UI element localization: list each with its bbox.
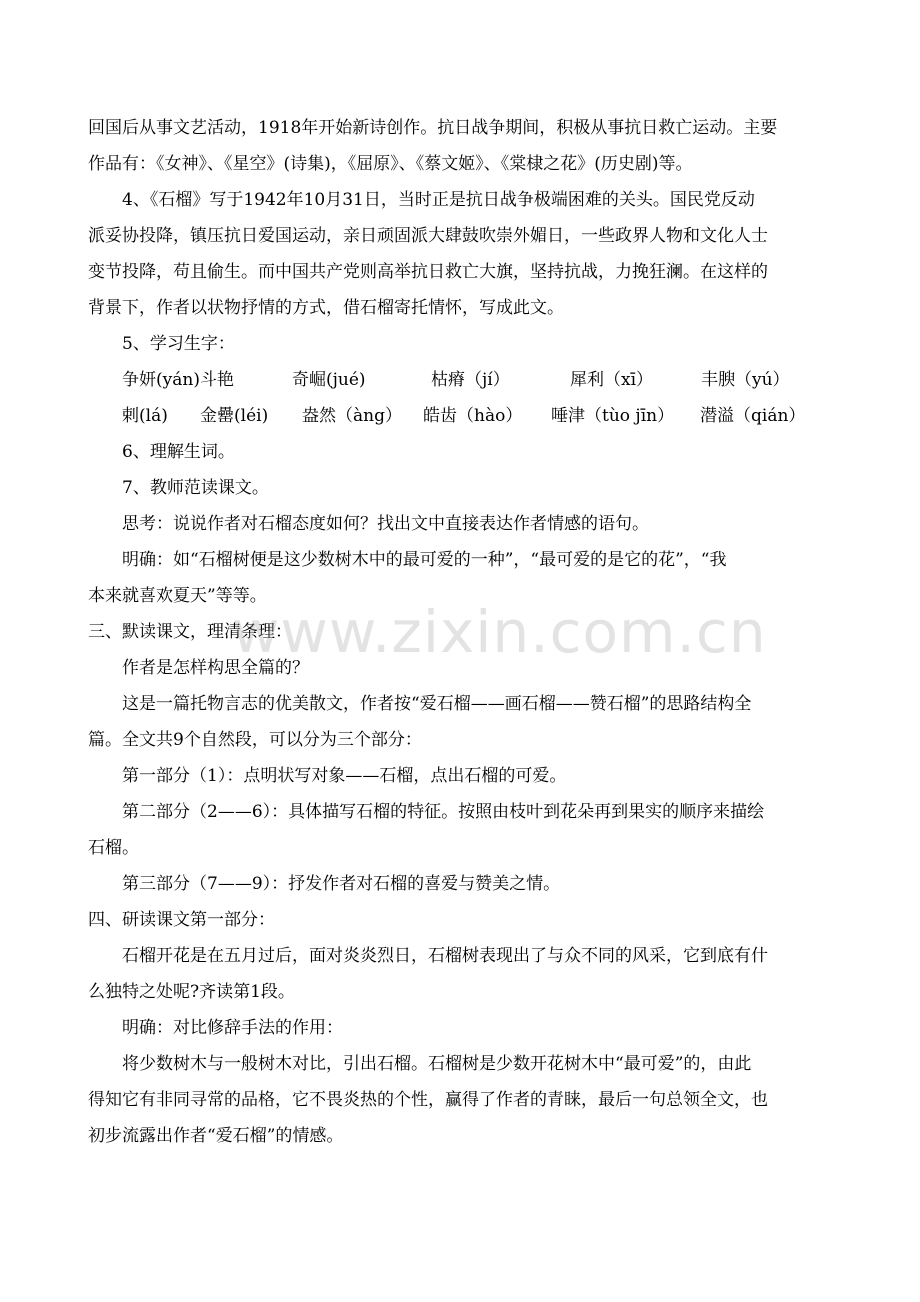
text-line: 石榴开花是在五月过后，面对炎炎烈日，石榴树表现出了与众不同的风采，它到底有什 xyxy=(122,946,768,966)
section-heading: 四、研读课文第一部分： xyxy=(88,910,275,930)
vocab-item: 争妍(yán)斗艳 xyxy=(122,370,234,390)
section-heading: 三、默读课文，理清条理： xyxy=(88,622,292,642)
vocab-item: 枯瘠（jí） xyxy=(431,370,510,390)
text-line: 背景下，作者以状物抒情的方式，借石榴寄托情怀，写成此文。 xyxy=(88,298,564,318)
vocab-item: 潜溢（qián） xyxy=(700,406,806,426)
text-line: 思考：说说作者对石榴态度如何？找出文中直接表达作者情感的语句。 xyxy=(122,514,649,534)
vocab-item: 犀利（xī） xyxy=(570,370,654,390)
text-line: 初步流露出作者“爱石榴”的情感。 xyxy=(88,1126,344,1146)
text-line: 得知它有非同寻常的品格，它不畏炎热的个性，赢得了作者的青睐，最后一句总领全文，也 xyxy=(88,1090,768,1110)
section-heading: 5、学习生字： xyxy=(122,334,235,354)
vocab-item: 金罍(léi) xyxy=(200,406,269,426)
vocab-item: 皓齿（hào） xyxy=(423,406,523,426)
watermark: www.zixin.com.cn xyxy=(232,598,767,666)
text-line: 明确：如“石榴树便是这少数树木中的最可爱的一种”，“最可爱的是它的花”，“我 xyxy=(122,550,727,570)
vocab-item: 剌(lá) xyxy=(122,406,168,426)
text-line: 将少数树木与一般树木对比，引出石榴。石榴树是少数开花树木中“最可爱”的，由此 xyxy=(122,1054,752,1074)
text-line: 回国后从事文艺活动，1918年开始新诗创作。抗日战争期间，积极从事抗日救亡运动。主要 xyxy=(88,118,778,138)
text-line: 4、《石榴》写于1942年10月31日，当时正是抗日战争极端困难的关头。国民党反动 xyxy=(122,190,755,210)
text-line: 么独特之处呢?齐读第1段。 xyxy=(88,982,295,1002)
text-line: 变节投降，苟且偷生。而中国共产党则高举抗日救亡大旗，坚持抗战，力挽狂澜。在这样的 xyxy=(88,262,768,282)
vocab-item: 奇崛(jué) xyxy=(292,370,366,390)
vocab-item: 丰腴（yú） xyxy=(701,370,790,390)
text-line: 本来就喜欢夏天”等等。 xyxy=(88,586,267,606)
text-line: 篇。全文共9个自然段，可以分为三个部分： xyxy=(88,730,422,750)
vocab-item: 唾津（tùo jīn） xyxy=(551,406,675,426)
text-line: 石榴。 xyxy=(88,838,139,858)
text-line: 第一部分（1）：点明状写对象——石榴，点出石榴的可爱。 xyxy=(122,766,567,786)
vocab-item: 盎然（àng） xyxy=(302,406,402,426)
text-line: 第三部分（7——9）：抒发作者对石榴的喜爱与赞美之情。 xyxy=(122,874,561,894)
text-line: 作者是怎样构思全篇的？ xyxy=(122,658,309,678)
section-heading: 6、理解生词。 xyxy=(122,442,235,462)
text-line: 第二部分（2——6）：具体描写石榴的特征。按照由枝叶到花朵再到果实的顺序来描绘 xyxy=(122,802,765,822)
text-line: 派妥协投降，镇压抗日爱国运动，亲日顽固派大肆鼓吹崇外媚日，一些政界人物和文化人士 xyxy=(88,226,768,246)
text-line: 明确：对比修辞手法的作用： xyxy=(122,1018,343,1038)
text-line: 作品有：《女神》、《星空》(诗集)，《屈原》、《蔡文姬》、《棠棣之花》(历史剧)等。 xyxy=(88,154,693,174)
section-heading: 7、教师范读课文。 xyxy=(122,478,269,498)
text-line: 这是一篇托物言志的优美散文，作者按“爱石榴——画石榴——赞石榴”的思路结构全 xyxy=(122,694,752,714)
